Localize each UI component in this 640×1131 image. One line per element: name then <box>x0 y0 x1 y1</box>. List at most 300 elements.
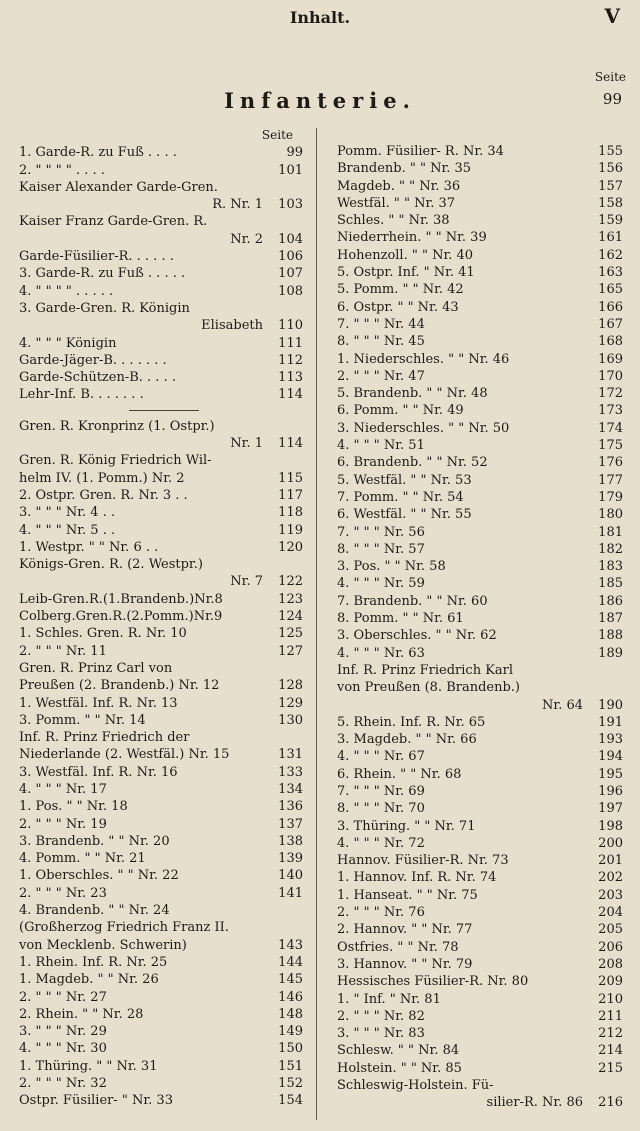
toc-entry <box>19 712 303 729</box>
toc-entry-page: 216 <box>598 1095 623 1111</box>
toc-entry-page: 189 <box>598 645 623 661</box>
toc-entry-text: Brandenb. " " Nr. 35 <box>337 161 472 177</box>
toc-entry <box>337 714 623 731</box>
toc-entry-page <box>267 556 303 573</box>
toc-entry-page <box>267 660 303 677</box>
toc-entry <box>19 695 303 712</box>
toc-entry <box>337 489 623 506</box>
toc-entry-page: 99 <box>286 145 303 161</box>
toc-entry-text: 3. Pos. " " Nr. 58 <box>337 559 446 575</box>
toc-entry-page: 210 <box>598 991 623 1007</box>
toc-entry <box>337 991 623 1008</box>
toc-entry-page: 166 <box>598 299 623 315</box>
toc-entry-page: 128 <box>278 678 303 694</box>
toc-entry-text: 5. Westfäl. " " Nr. 53 <box>337 472 472 488</box>
toc-entry-page: 209 <box>598 974 623 990</box>
toc-entry-text: 8. " " " Nr. 70 <box>337 801 425 817</box>
toc-entry <box>337 973 623 990</box>
toc-entry-text: Hannov. Füsilier-R. Nr. 73 <box>337 853 509 869</box>
toc-entry-page: 180 <box>598 507 623 523</box>
toc-entry <box>337 472 623 489</box>
toc-entry <box>337 679 623 696</box>
toc-entry <box>337 1025 623 1042</box>
toc-entry-text: Lehr-Inf. B. . . . . . . <box>19 387 144 403</box>
toc-entry-text: 3. Brandenb. " " Nr. 20 <box>19 833 170 849</box>
toc-entry-text: 6. Westfäl. " " Nr. 55 <box>337 507 472 523</box>
toc-entry <box>19 971 303 988</box>
toc-entry-page: 198 <box>598 818 623 834</box>
toc-entry-page: 125 <box>278 626 303 642</box>
toc-entry-text: 3. " " " Nr. 4 . . <box>19 505 116 521</box>
toc-entry <box>337 195 623 212</box>
toc-entry-page <box>587 1077 623 1094</box>
toc-entry-page: 182 <box>598 541 623 557</box>
toc-entry-page: 150 <box>278 1041 303 1057</box>
toc-entry <box>19 798 303 815</box>
toc-entry-page: 112 <box>278 352 303 368</box>
toc-entry-text: Magdeb. " " Nr. 36 <box>337 178 461 194</box>
toc-entry-text: Garde-Schützen-B. . . . . <box>19 370 176 386</box>
toc-entry-page: 140 <box>278 868 303 884</box>
toc-entry <box>337 869 623 886</box>
toc-entry-page: 149 <box>278 1024 303 1040</box>
toc-entry <box>337 818 623 835</box>
toc-entry <box>19 1006 303 1023</box>
toc-entry <box>19 317 303 334</box>
page-numeral: V <box>604 4 620 28</box>
toc-entry <box>19 989 303 1006</box>
toc-entry-text: Nr. 2 <box>230 231 263 247</box>
toc-entry <box>337 800 623 817</box>
toc-entry-page: 186 <box>598 593 623 609</box>
toc-entry <box>337 662 623 679</box>
toc-entry-text: 6. Ostpr. " " Nr. 43 <box>337 299 459 315</box>
toc-entry <box>19 608 303 625</box>
toc-entry-text: (Großherzog Friedrich Franz II. <box>19 920 229 936</box>
toc-entry-page: 188 <box>598 628 623 644</box>
toc-entry-text: 5. Ostpr. Inf. " Nr. 41 <box>337 265 475 281</box>
toc-entry-page <box>267 300 303 317</box>
toc-entry-page: 103 <box>278 197 303 213</box>
toc-entry-text: 4. " " " " . . . . . <box>19 283 114 299</box>
toc-entry-text: Niederlande (2. Westfäl.) Nr. 15 <box>19 747 230 763</box>
toc-entry-text: 1. " Inf. " Nr. 81 <box>337 991 441 1007</box>
toc-entry <box>337 783 623 800</box>
toc-entry-text: 3. " " " Nr. 29 <box>19 1024 107 1040</box>
toc-entry-text: 7. " " " Nr. 56 <box>337 524 425 540</box>
toc-entry <box>19 162 303 179</box>
toc-entry <box>19 539 303 556</box>
toc-entry-page: 214 <box>598 1043 623 1059</box>
toc-entry-text: Kaiser Alexander Garde-Gren. <box>19 179 218 195</box>
toc-entry-page: 205 <box>598 922 623 938</box>
toc-entry-page: 146 <box>278 989 303 1005</box>
toc-entry <box>337 212 623 229</box>
toc-entry-text: 5. Rhein. Inf. R. Nr. 65 <box>337 714 486 730</box>
toc-entry-text: 3. " " " Nr. 83 <box>337 1026 425 1042</box>
toc-entry-page: 114 <box>278 387 303 403</box>
toc-entry-text: 8. " " " Nr. 45 <box>337 334 425 350</box>
toc-entry-text: 4. " " " Nr. 67 <box>337 749 425 765</box>
toc-entry-page: 120 <box>278 539 303 555</box>
toc-entry <box>19 677 303 694</box>
toc-entry-text: 1. Schles. Gren. R. Nr. 10 <box>19 626 187 642</box>
toc-entry-page: 114 <box>278 436 303 452</box>
toc-entry <box>19 816 303 833</box>
toc-entry <box>19 556 303 573</box>
toc-entry-text: 8. Pomm. " " Nr. 61 <box>337 611 464 627</box>
toc-entry-text: Königs-Gren. R. (2. Westpr.) <box>19 557 203 573</box>
toc-entry-page: 139 <box>278 851 303 867</box>
toc-entry <box>337 731 623 748</box>
toc-entry <box>19 369 303 386</box>
toc-entry <box>19 1092 303 1109</box>
toc-entry-page: 191 <box>598 714 623 730</box>
toc-entry-text: Pomm. Füsilier- R. Nr. 34 <box>337 144 504 159</box>
toc-entry <box>337 835 623 852</box>
toc-entry-page: 176 <box>598 455 623 471</box>
toc-entry-text: 3. Hannov. " " Nr. 79 <box>337 956 473 972</box>
toc-entry <box>19 213 303 230</box>
toc-entry-page: 158 <box>598 195 623 211</box>
toc-entry-text: 1. Westfäl. Inf. R. Nr. 13 <box>19 695 178 711</box>
toc-entry-page: 208 <box>598 956 623 972</box>
toc-entry-page: 117 <box>278 487 303 503</box>
toc-entry <box>337 281 623 298</box>
toc-entry <box>337 178 623 195</box>
toc-entry-text: 5. Pomm. " " Nr. 42 <box>337 282 464 298</box>
toc-entry-text: 3. Garde-R. zu Fuß . . . . . <box>19 266 186 282</box>
toc-entry-text: Niederrhein. " " Nr. 39 <box>337 230 487 246</box>
toc-entry-text: 2. Hannov. " " Nr. 77 <box>337 922 473 938</box>
toc-entry <box>19 504 303 521</box>
toc-entry-text: 2. Ostpr. Gren. R. Nr. 3 . . <box>19 487 188 503</box>
toc-entry <box>19 300 303 317</box>
toc-entry-text: 1. Thüring. " " Nr. 31 <box>19 1058 158 1074</box>
toc-entry-text: 2. " " " Nr. 76 <box>337 905 425 921</box>
toc-entry-page: 118 <box>278 505 303 521</box>
toc-entry-text: 1. Niederschles. " " Nr. 46 <box>337 351 510 367</box>
toc-entry <box>19 1075 303 1092</box>
toc-entry <box>337 627 623 644</box>
toc-entry <box>19 591 303 608</box>
toc-entry <box>337 229 623 246</box>
toc-entry-text: Westfäl. " " Nr. 37 <box>337 195 456 211</box>
toc-entry-text: Hohenzoll. " " Nr. 40 <box>337 247 474 263</box>
toc-entry-page: 115 <box>278 470 303 486</box>
toc-entry-text: 8. " " " Nr. 57 <box>337 541 425 557</box>
toc-entry <box>337 921 623 938</box>
toc-entry <box>337 610 623 627</box>
toc-entry-text: 2. " " " Nr. 27 <box>19 989 107 1005</box>
toc-entry <box>19 954 303 971</box>
toc-entry-text: 5. Brandenb. " " Nr. 48 <box>337 386 488 402</box>
toc-entry-page <box>587 679 623 696</box>
toc-entry-page: 175 <box>598 438 623 454</box>
toc-entry <box>337 160 623 177</box>
toc-entry <box>337 766 623 783</box>
toc-entry-text: 2. " " " " . . . . <box>19 162 105 178</box>
toc-entry-page: 194 <box>598 749 623 765</box>
toc-entry <box>337 1042 623 1059</box>
toc-entry-page: 148 <box>278 1006 303 1022</box>
toc-entry <box>337 1060 623 1077</box>
toc-entry-text: Nr. 64 <box>542 697 583 713</box>
toc-entry-page: 157 <box>598 178 623 194</box>
toc-entry-text: Garde-Jäger-B. . . . . . . <box>19 352 167 368</box>
toc-entry <box>337 506 623 523</box>
toc-entry <box>19 919 303 936</box>
toc-entry-page: 107 <box>278 266 303 282</box>
toc-entry-page: 127 <box>278 643 303 659</box>
toc-entry-text: 3. Pomm. " " Nr. 14 <box>19 712 146 728</box>
toc-entry-page: 174 <box>598 420 623 436</box>
toc-entry-text: helm IV. (1. Pomm.) Nr. 2 <box>19 470 185 486</box>
toc-entry-text: 2. " " " Nr. 23 <box>19 885 107 901</box>
toc-entry-page: 211 <box>598 1008 623 1024</box>
toc-entry <box>337 351 623 368</box>
toc-entry <box>337 541 623 558</box>
toc-entry-page: 187 <box>598 611 623 627</box>
toc-entry <box>337 887 623 904</box>
toc-entry-page: 197 <box>598 801 623 817</box>
left-seite-label: Seite <box>261 128 293 142</box>
toc-entry <box>19 885 303 902</box>
toc-entry-page: 202 <box>598 870 623 886</box>
toc-entry <box>19 265 303 282</box>
toc-entry-page: 170 <box>598 368 623 384</box>
toc-entry <box>19 850 303 867</box>
toc-entry-text: 2. " " " Nr. 82 <box>337 1008 425 1024</box>
toc-entry-page <box>267 213 303 230</box>
toc-entry-text: 7. Brandenb. " " Nr. 60 <box>337 593 488 609</box>
toc-entry-text: 2. " " " Nr. 19 <box>19 816 107 832</box>
toc-entry <box>337 558 623 575</box>
toc-entry-page: 122 <box>278 574 303 590</box>
toc-entry <box>19 625 303 642</box>
toc-entry-page: 106 <box>278 249 303 265</box>
toc-entry <box>337 1094 623 1111</box>
toc-entry-text: 3. Westfäl. Inf. R. Nr. 16 <box>19 764 178 780</box>
toc-entry <box>337 299 623 316</box>
toc-entry-page: 161 <box>598 230 623 246</box>
toc-entry <box>19 1058 303 1075</box>
section-title: Infanterie. <box>224 88 416 113</box>
toc-entry-page: 193 <box>598 732 623 748</box>
toc-entry-text: silier-R. Nr. 86 <box>486 1095 583 1111</box>
toc-entry-page: 169 <box>598 351 623 367</box>
toc-entry <box>337 316 623 333</box>
toc-entry-text: 7. Pomm. " " Nr. 54 <box>337 489 464 505</box>
toc-entry-page: 137 <box>278 816 303 832</box>
toc-entry <box>19 470 303 487</box>
toc-entry <box>337 593 623 610</box>
toc-entry-page: 145 <box>278 972 303 988</box>
toc-entry-text: Gren. R. König Friedrich Wil- <box>19 453 212 469</box>
toc-entry-text: 2. Rhein. " " Nr. 28 <box>19 1006 144 1022</box>
toc-entry-text: 3. Thüring. " " Nr. 71 <box>337 818 476 834</box>
toc-entry <box>337 575 623 592</box>
toc-entry-page: 143 <box>278 937 303 953</box>
toc-entry-page: 173 <box>598 403 623 419</box>
toc-entry-page: 195 <box>598 766 623 782</box>
toc-entry-text: 4. " " " Nr. 17 <box>19 781 107 797</box>
seite-label: Seite <box>594 70 626 84</box>
toc-entry-text: 3. Garde-Gren. R. Königin <box>19 300 190 316</box>
toc-entry-page <box>267 919 303 936</box>
toc-entry-page: 203 <box>598 887 623 903</box>
toc-entry-text: 3. Niederschles. " " Nr. 50 <box>337 420 510 436</box>
toc-entry-page: 206 <box>598 939 623 955</box>
toc-entry <box>19 781 303 798</box>
toc-entry <box>337 697 623 714</box>
running-header: Inhalt. <box>289 8 351 27</box>
toc-entry <box>19 1040 303 1057</box>
toc-entry <box>19 386 303 403</box>
toc-entry-text: 4. " " " Nr. 51 <box>337 438 425 454</box>
toc-entry <box>19 833 303 850</box>
toc-entry-text: 6. Pomm. " " Nr. 49 <box>337 403 464 419</box>
toc-entry <box>337 247 623 264</box>
toc-entry <box>337 333 623 350</box>
toc-entry-page: 165 <box>598 282 623 298</box>
toc-entry <box>337 1077 623 1094</box>
toc-entry <box>337 904 623 921</box>
toc-entry-text: Preußen (2. Brandenb.) Nr. 12 <box>19 678 220 694</box>
toc-entry-text: von Mecklenb. Schwerin) <box>19 937 187 953</box>
toc-entry-page: 200 <box>598 835 623 851</box>
toc-entry-text: 4. " " " Nr. 59 <box>337 576 425 592</box>
toc-entry-text: 4. " " " Königin <box>19 335 117 351</box>
toc-entry-text: Schlesw. " " Nr. 84 <box>337 1043 460 1059</box>
toc-entry <box>337 264 623 281</box>
toc-entry-page: 152 <box>278 1076 303 1092</box>
toc-entry-page: 177 <box>598 472 623 488</box>
toc-entry <box>337 939 623 956</box>
toc-entry-page: 101 <box>278 162 303 178</box>
toc-entry <box>19 660 303 677</box>
toc-entry-page <box>267 729 303 746</box>
toc-entry-page: 134 <box>278 781 303 797</box>
toc-entry-page: 131 <box>278 747 303 763</box>
toc-entry <box>19 144 303 161</box>
toc-entry-text: Colberg.Gren.R.(2.Pomm.)Nr.9 <box>19 609 223 625</box>
toc-entry-page <box>267 902 303 919</box>
toc-entry-page: 130 <box>278 712 303 728</box>
toc-entry <box>19 452 303 469</box>
toc-entry-text: 4. " " " Nr. 30 <box>19 1041 107 1057</box>
toc-entry <box>337 748 623 765</box>
toc-entry <box>19 487 303 504</box>
toc-entry-text: 4. Pomm. " " Nr. 21 <box>19 851 146 867</box>
column-divider <box>316 128 317 1120</box>
toc-entry-text: Inf. R. Prinz Friedrich Karl <box>337 662 514 678</box>
toc-entry <box>337 956 623 973</box>
toc-entry-page <box>587 662 623 679</box>
toc-entry <box>337 454 623 471</box>
toc-entry-page: 110 <box>278 318 303 334</box>
toc-entry <box>19 867 303 884</box>
toc-entry-page: 119 <box>278 522 303 538</box>
toc-entry-text: Garde-Füsilier-R. . . . . . <box>19 249 174 265</box>
toc-entry-page: 215 <box>598 1060 623 1076</box>
toc-entry-text: Hessisches Füsilier-R. Nr. 80 <box>337 974 529 990</box>
toc-entry-text: Schles. " " Nr. 38 <box>337 213 450 229</box>
toc-entry <box>19 352 303 369</box>
toc-entry-text: Gren. R. Prinz Carl von <box>19 660 173 676</box>
toc-entry-text: Holstein. " " Nr. 85 <box>337 1060 462 1076</box>
toc-entry <box>19 522 303 539</box>
toc-entry-page: 196 <box>598 783 623 799</box>
section-separator <box>19 404 303 418</box>
toc-entry-page: 212 <box>598 1026 623 1042</box>
toc-entry-text: Leib-Gren.R.(1.Brandenb.)Nr.8 <box>19 591 223 607</box>
toc-entry-text: R. Nr. 1 <box>212 197 263 213</box>
toc-entry-text: Nr. 1 <box>230 436 263 452</box>
toc-entry-page <box>267 452 303 469</box>
toc-entry <box>19 248 303 265</box>
toc-entry <box>337 143 623 160</box>
toc-entry-page: 167 <box>598 316 623 332</box>
toc-entry-page: 133 <box>278 764 303 780</box>
toc-entry <box>19 196 303 213</box>
toc-entry-page: 138 <box>278 833 303 849</box>
toc-entry-text: Gren. R. Kronprinz (1. Ostpr.) <box>19 418 215 434</box>
toc-entry <box>337 524 623 541</box>
toc-entry-page: 181 <box>598 524 623 540</box>
toc-entry-page: 154 <box>278 1093 303 1109</box>
toc-entry-page: 111 <box>278 335 303 351</box>
toc-entry-page: 185 <box>598 576 623 592</box>
toc-entry-page: 141 <box>278 885 303 901</box>
toc-entry <box>19 937 303 954</box>
left-column <box>19 127 303 1110</box>
toc-entry-text: 1. Hannov. Inf. R. Nr. 74 <box>337 870 497 886</box>
toc-entry-page: 136 <box>278 799 303 815</box>
toc-entry-page: 151 <box>278 1058 303 1074</box>
toc-entry <box>19 283 303 300</box>
toc-entry-page: 104 <box>278 231 303 247</box>
toc-entry-text: 1. Westpr. " " Nr. 6 . . <box>19 539 159 555</box>
toc-entry-text: 1. Hanseat. " " Nr. 75 <box>337 887 478 903</box>
toc-entry-page: 123 <box>278 591 303 607</box>
toc-entry <box>19 418 303 435</box>
toc-entry-text: Schleswig-Holstein. Fü- <box>337 1078 494 1094</box>
toc-entry-page: 144 <box>278 954 303 970</box>
toc-entry-text: Kaiser Franz Garde-Gren. R. <box>19 214 208 230</box>
toc-entry-page: 162 <box>598 247 623 263</box>
toc-entry-text: 1. Pos. " " Nr. 18 <box>19 799 128 815</box>
toc-entry-text: Nr. 7 <box>230 574 263 590</box>
toc-entry-text: 7. " " " Nr. 69 <box>337 783 425 799</box>
toc-entry-text: 6. Rhein. " " Nr. 68 <box>337 766 462 782</box>
toc-entry <box>337 402 623 419</box>
toc-entry-page <box>267 179 303 196</box>
toc-entry-page: 172 <box>598 386 623 402</box>
toc-entry-text: 4. " " " Nr. 63 <box>337 645 425 661</box>
toc-entry-text: 4. Brandenb. " " Nr. 24 <box>19 903 170 919</box>
toc-entry-page: 113 <box>278 370 303 386</box>
toc-entry-page: 204 <box>598 905 623 921</box>
toc-entry-page: 124 <box>278 609 303 625</box>
toc-entry-text: 1. Magdeb. " " Nr. 26 <box>19 972 159 988</box>
toc-entry-page: 183 <box>598 559 623 575</box>
toc-entry-text: Inf. R. Prinz Friedrich der <box>19 730 190 746</box>
toc-entry-text: Ostfries. " " Nr. 78 <box>337 939 459 955</box>
right-column <box>337 143 623 1112</box>
toc-entry-text: 3. Oberschles. " " Nr. 62 <box>337 628 497 644</box>
toc-entry <box>19 1023 303 1040</box>
